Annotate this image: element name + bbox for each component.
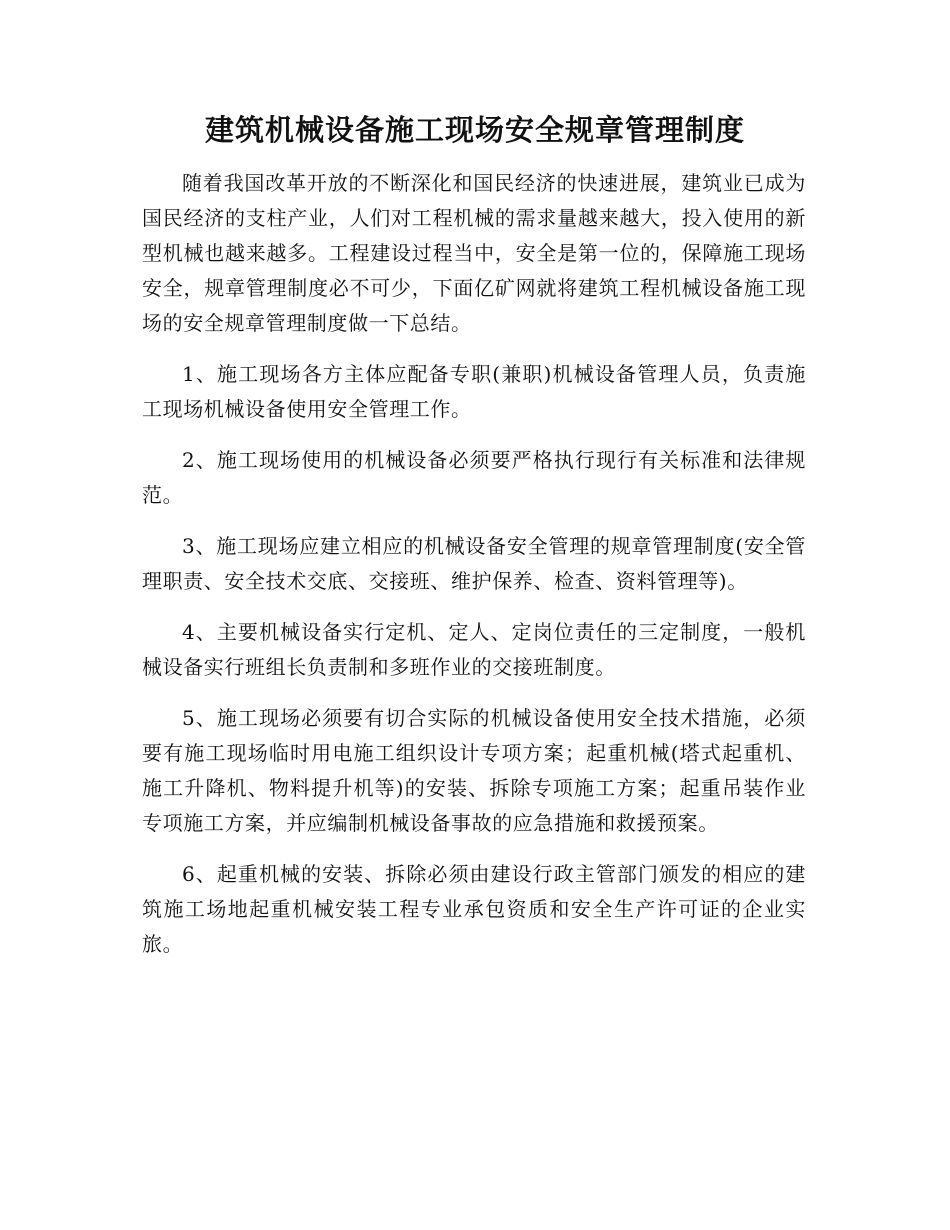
intro-paragraph: 随着我国改革开放的不断深化和国民经济的快速进展，建筑业已成为国民经济的支柱产业，人们对工程机械的需求量越来越大，投入使用的新型机械也越来越多。工程建设过程当中，安全是第一位的，保障施工现场安全，规章管理制度必不可少，下面亿矿网就将建筑工程机械设备施工现场的安全规章管理制度做一下总结。 [142, 171, 806, 335]
rule-paragraph-1: 1、施工现场各方主体应配备专职(兼职)机械设备管理人员，负责施工现场机械设备使用安全管理工作。 [142, 362, 806, 421]
rule-paragraph-2: 2、施工现场使用的机械设备必须要严格执行现行有关标准和法律规范。 [142, 448, 806, 507]
rule-paragraph-4: 4、主要机械设备实行定机、定人、定岗位责任的三定制度，一般机械设备实行班组长负责制和多班作业的交接班制度。 [142, 620, 806, 679]
document-body [142, 166, 806, 978]
rule-paragraph-6: 6、起重机械的安装、拆除必须由建设行政主管部门颁发的相应的建筑施工场地起重机械安装工程专业承包资质和安全生产许可证的企业实旅。 [142, 862, 806, 956]
rule-paragraph-3: 3、施工现场应建立相应的机械设备安全管理的规章管理制度(安全管理职责、安全技术交底、交接班、维护保养、检查、资料管理等)。 [142, 534, 806, 593]
rule-paragraph-5: 5、施工现场必须要有切合实际的机械设备使用安全技术措施，必须要有施工现场临时用电施工组织设计专项方案；起重机械(塔式起重机、施工升降机、物料提升机等)的安装、拆除专项施工方案；起重吊装作业专项施工方案，并应编制机械设备事故的应急措施和救援预案。 [142, 706, 806, 835]
document-title: 建筑机械设备施工现场安全规章管理制度 [204, 113, 745, 147]
